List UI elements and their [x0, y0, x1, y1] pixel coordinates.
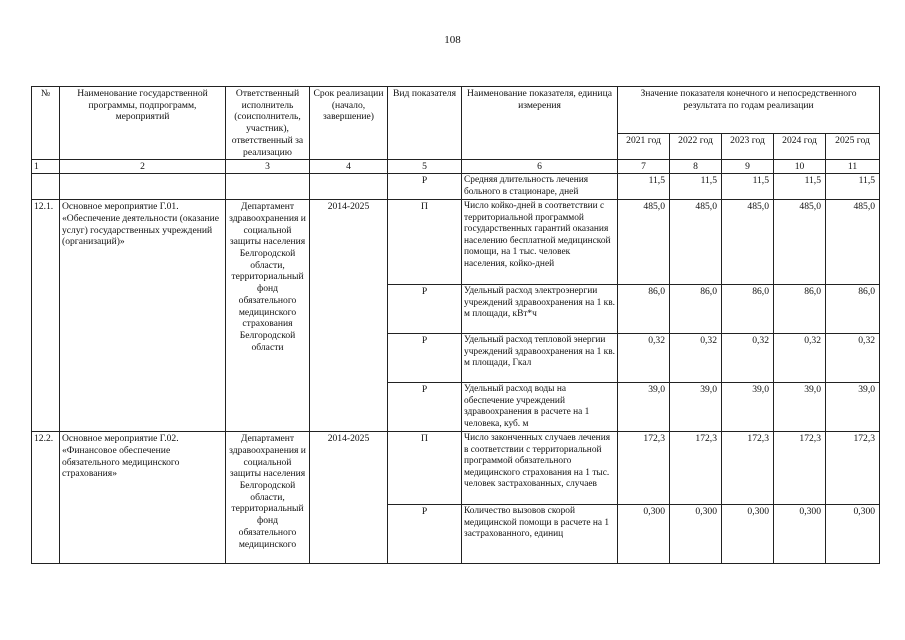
header-term: Срок реализации (начало, завершение) [310, 87, 388, 160]
header-year: 2021 год [618, 134, 670, 160]
indicator-value: 485,0 [826, 200, 880, 285]
indicator-value: 0,300 [722, 505, 774, 564]
indicator-name: Количество вызовов скорой медицинской помощи в расчете на 1 застрахованного, единиц [462, 505, 618, 564]
indicator-value: 485,0 [670, 200, 722, 285]
column-number: 6 [462, 160, 618, 174]
indicator-value: 0,32 [774, 334, 826, 383]
header-program: Наименование государственной программы, подпрограмм, мероприятий [60, 87, 226, 160]
indicator-value: 86,0 [722, 285, 774, 334]
column-number: 9 [722, 160, 774, 174]
indicator-value: 172,3 [826, 432, 880, 505]
column-number: 5 [388, 160, 462, 174]
page-number: 108 [444, 34, 461, 46]
header-indicator: Наименование показателя, единица измерения [462, 87, 618, 160]
activity-term: 2014-2025 [310, 200, 388, 432]
activity-executor: Департамент здравоохранения и социальной защиты населения Белгородской области, территориальный фонд обязательного медицинского страхования Белгородской области [226, 200, 310, 432]
indicator-value: 86,0 [670, 285, 722, 334]
indicator-kind: П [388, 432, 462, 505]
column-number: 2 [60, 160, 226, 174]
header-year: 2023 год [722, 134, 774, 160]
column-number: 4 [310, 160, 388, 174]
indicator-value: 86,0 [774, 285, 826, 334]
indicator-value: 39,0 [618, 383, 670, 432]
indicator-value: 39,0 [722, 383, 774, 432]
indicator-value: 0,300 [826, 505, 880, 564]
indicator-value: 11,5 [618, 174, 670, 200]
indicator-value: 86,0 [826, 285, 880, 334]
indicator-name: Число законченных случаев лечения в соответствии с территориальной программой обязательного медицинского страхования на 1 тыс. человек застрахованных, случаев [462, 432, 618, 505]
table-row [32, 174, 880, 200]
activity-name: Основное мероприятие Г.02. «Финансовое обеспечение обязательного медицинского страхования» [60, 432, 226, 564]
activity-term: 2014-2025 [310, 432, 388, 564]
indicator-value: 0,32 [826, 334, 880, 383]
table-row [32, 432, 880, 505]
header-kind: Вид показателя [388, 87, 462, 160]
header-year: 2025 год [826, 134, 880, 160]
header-no: № [32, 87, 60, 160]
column-number: 3 [226, 160, 310, 174]
indicator-value: 172,3 [722, 432, 774, 505]
indicator-value: 11,5 [670, 174, 722, 200]
indicator-value: 485,0 [722, 200, 774, 285]
indicator-value: 11,5 [774, 174, 826, 200]
column-number: 11 [826, 160, 880, 174]
column-number: 10 [774, 160, 826, 174]
indicator-kind: Р [388, 505, 462, 564]
column-number: 7 [618, 160, 670, 174]
activity-number: 12.1. [32, 200, 60, 432]
indicator-kind: Р [388, 285, 462, 334]
indicator-value: 0,300 [618, 505, 670, 564]
header-year: 2024 год [774, 134, 826, 160]
table-row [32, 200, 880, 285]
activity-number: 12.2. [32, 432, 60, 564]
indicator-value: 39,0 [670, 383, 722, 432]
indicator-name: Удельный расход электроэнергии учреждений здравоохранения на 1 кв. м площади, кВт*ч [462, 285, 618, 334]
indicator-name: Удельный расход воды на обеспечение учреждений здравоохранения в расчете на 1 человека, куб. м [462, 383, 618, 432]
indicator-name: Число койко-дней в соответствии с территориальной программой государственных гарантий оказания населению бесплатной медицинской помощи, на 1 тыс. человек населения, койко-дней [462, 200, 618, 285]
indicator-value: 11,5 [826, 174, 880, 200]
header-row [32, 87, 880, 134]
indicator-value: 485,0 [618, 200, 670, 285]
activity-executor: Департамент здравоохранения и социальной защиты населения Белгородской области, территориальный фонд обязательного медицинского [226, 432, 310, 564]
indicator-kind: Р [388, 334, 462, 383]
indicator-value: 0,300 [670, 505, 722, 564]
indicator-value: 39,0 [826, 383, 880, 432]
indicator-value: 0,32 [722, 334, 774, 383]
column-numbers-row [32, 160, 880, 174]
header-year: 2022 год [670, 134, 722, 160]
indicator-value: 172,3 [618, 432, 670, 505]
indicator-name: Удельный расход тепловой энергии учреждений здравоохранения на 1 кв. м площади, Гкал [462, 334, 618, 383]
indicator-value: 39,0 [774, 383, 826, 432]
indicator-value: 0,300 [774, 505, 826, 564]
indicators-table [31, 86, 880, 564]
indicator-value: 0,32 [670, 334, 722, 383]
indicator-kind: Р [388, 174, 462, 200]
indicator-kind: Р [388, 383, 462, 432]
indicator-value: 172,3 [670, 432, 722, 505]
header-values-group: Значение показателя конечного и непосредственного результата по годам реализации [618, 87, 880, 134]
indicator-value: 0,32 [618, 334, 670, 383]
indicator-kind: П [388, 200, 462, 285]
indicator-value: 11,5 [722, 174, 774, 200]
column-number: 1 [32, 160, 60, 174]
indicator-value: 86,0 [618, 285, 670, 334]
indicator-value: 172,3 [774, 432, 826, 505]
column-number: 8 [670, 160, 722, 174]
indicator-value: 485,0 [774, 200, 826, 285]
header-executor: Ответственный исполнитель (соисполнитель, участник), ответственный за реализацию [226, 87, 310, 160]
indicator-name: Средняя длительность лечения больного в стационаре, дней [462, 174, 618, 200]
activity-name: Основное мероприятие Г.01. «Обеспечение деятельности (оказание услуг) государственных учреждений (организаций)» [60, 200, 226, 432]
